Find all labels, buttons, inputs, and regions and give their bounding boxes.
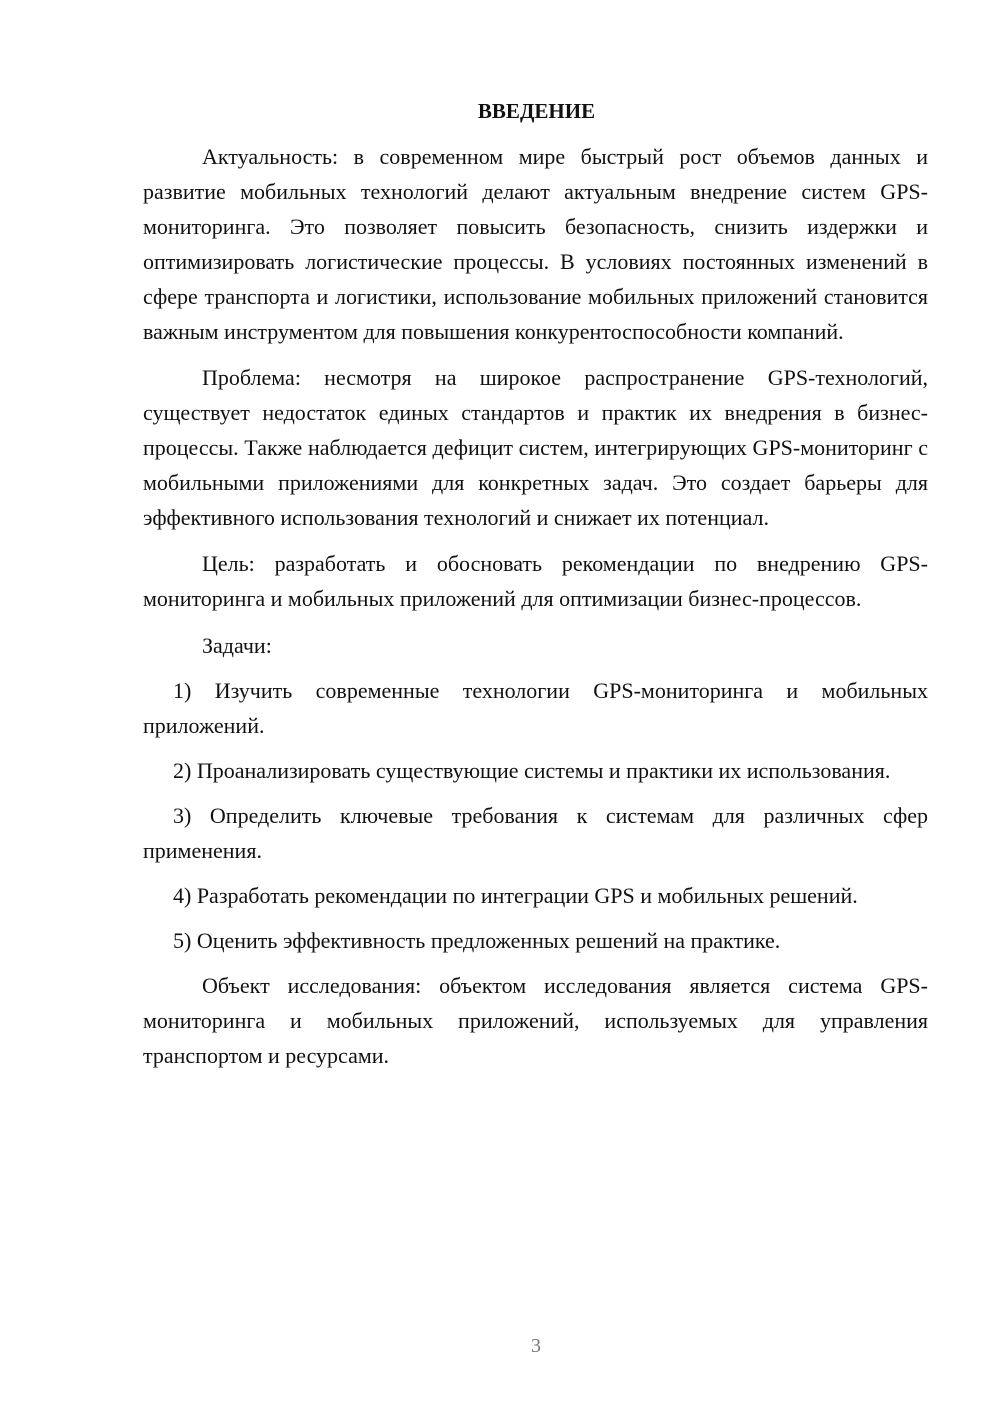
problem-paragraph: Проблема: несмотря на широкое распространение GPS-технологий, существует недостаток единых стандартов и практик их внедрения в бизнес-процессы. Также наблюдается дефицит систем, интегрирующих GPS-мониторинг с мобильными приложениями для конкретных задач. Это создает барьеры для эффективного использования технологий и снижает их потенциал. [143, 365, 928, 530]
page-content [143, 96, 928, 1084]
task-item-3: 3) Определить ключевые требования к системам для различных сфер применения. [143, 803, 928, 863]
section-heading: ВВЕДЕНИЕ [477, 99, 596, 123]
task-item-5: 5) Оценить эффективность предложенных решений на практике. [173, 928, 781, 953]
research-object-paragraph: Объект исследования: объектом исследования является система GPS-мониторинга и мобильных приложений, используемых для управления транспортом и ресурсами. [143, 973, 928, 1068]
task-item-2: 2) Проанализировать существующие системы и практики их использования. [173, 758, 891, 783]
page-number: 3 [531, 1335, 541, 1357]
task-item-4: 4) Разработать рекомендации по интеграции GPS и мобильных решений. [173, 883, 858, 908]
task-item-1: 1) Изучить современные технологии GPS-мониторинга и мобильных приложений. [143, 678, 928, 738]
tasks-label: Задачи: [202, 633, 272, 658]
relevance-paragraph: Актуальность: в современном мире быстрый рост объемов данных и развитие мобильных технологий делают актуальным внедрение систем GPS-мониторинга. Это позволяет повысить безопасность, снизить издержки и оптимизировать логистические процессы. В условиях постоянных изменений в сфере транспорта и логистики, использование мобильных приложений становится важным инструментом для повышения конкурентоспособности компаний. [143, 144, 928, 344]
goal-paragraph: Цель: разработать и обосновать рекомендации по внедрению GPS-мониторинга и мобильных приложений для оптимизации бизнес-процессов. [143, 551, 928, 611]
